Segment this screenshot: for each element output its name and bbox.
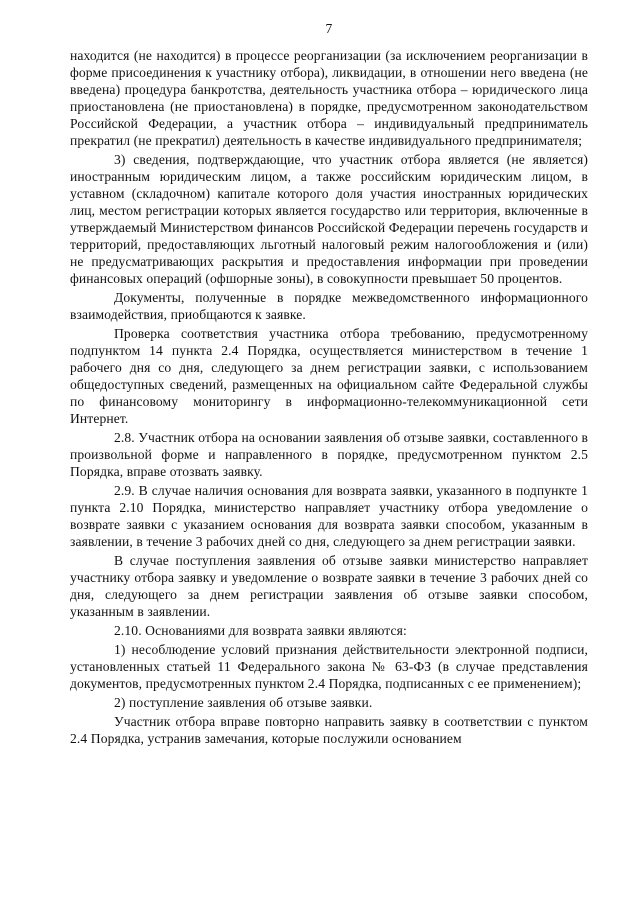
paragraph-2-10: 2.10. Основаниями для возврата заявки являются: <box>114 623 407 638</box>
paragraph-compliance-check: Проверка соответствия участника отбора требованию, предусмотренному подпунктом 14 пункта 2.4 Порядка, осуществляется министерством в течение 1 рабочего дня со дня, следующего за днем регистрации заявки, с использованием общедоступных сведений, размещенных на официальном сайте Федеральной службы по финансовому мониторингу в информационно-телекоммуникационной сети Интернет. <box>70 326 588 426</box>
paragraph-ground-2: 2) поступление заявления об отзыве заявки. <box>114 695 373 710</box>
paragraph-2-9: 2.9. В случае наличия основания для возврата заявки, указанного в подпункте 1 пункта 2.10 Порядка, министерство направляет участнику отбора уведомление о возврате заявки с указанием основания для возврата заявки способом, указанным в заявлении, в течение 3 рабочих дней со дня, следующего за днем регистрации заявки. <box>70 483 588 549</box>
paragraph-2-8: 2.8. Участник отбора на основании заявления об отзыве заявки, составленного в произвольной форме и направленного в порядке, предусмотренном пунктом 2.5 Порядка, вправе отозвать заявку. <box>70 430 588 479</box>
page-number: 7 <box>325 21 333 36</box>
paragraph-resubmission: Участник отбора вправе повторно направить заявку в соответствии с пунктом 2.4 Порядка, устранив замечания, которые послужили основанием <box>70 714 588 746</box>
document-page <box>70 20 588 749</box>
paragraph-withdrawal-return: В случае поступления заявления об отзыве заявки министерство направляет участнику отбора заявку и уведомление о возврате заявки в течение 3 рабочих дней со дня, следующего за днем регистрации заявления об отзыве заявки способом, указанным в заявлении. <box>70 553 588 619</box>
paragraph-interagency-documents: Документы, полученные в порядке межведомственного информационного взаимодействия, приобщаются к заявке. <box>70 290 588 322</box>
paragraph-offshore-info: 3) сведения, подтверждающие, что участник отбора является (не является) иностранным юридическим лицом, а также российским юридическим лицом, в уставном (складочном) капитале которого доля участия иностранных юридических лиц, местом регистрации которых является государство или территория, включенные в утверждаемый Министерством финансов Российской Федерации перечень государств и территорий, предоставляющих льготный налоговый режим налогообложения и (или) не предусматривающих раскрытия и предоставления информации при проведении финансовых операций (офшорные зоны), в совокупности превышает 50 процентов. <box>70 152 588 286</box>
paragraph-ground-1: 1) несоблюдение условий признания действительности электронной подписи, установленных статьей 11 Федерального закона № 63-ФЗ (в случае представления документов, предусмотренных пунктом 2.4 Порядка, подписанных с ее применением); <box>70 642 588 691</box>
paragraph-reorganization-status: находится (не находится) в процессе реорганизации (за исключением реорганизации в форме присоединения к участнику отбора), ликвидации, в отношении него введена (не введена) процедура банкротства, деятельность участника отбора – юридического лица приостановлена (не приостановлена) в порядке, предусмотренном законодательством Российской Федерации, а участник отбора – индивидуальный предприниматель прекратил (не прекратил) деятельность в качестве индивидуального предпринимателя; <box>70 48 588 148</box>
